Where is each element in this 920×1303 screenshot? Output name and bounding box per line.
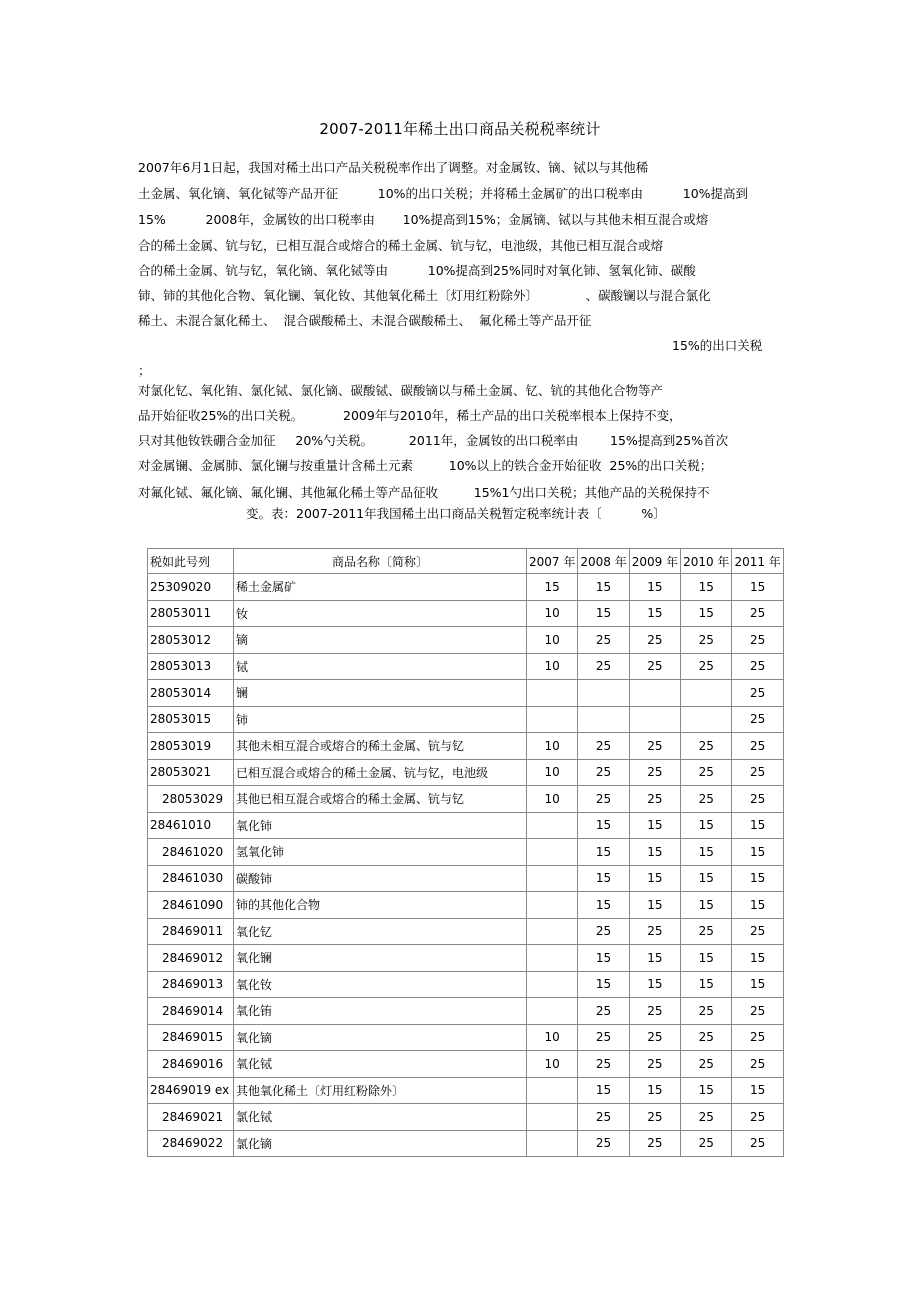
header-2008: 2008 年	[578, 549, 629, 574]
cell-rate-2009: 15	[629, 574, 680, 601]
paragraph-line: 只对其他钕铁硼合金加征 20%勺关税。 2011年，金属钕的出口税率由 15%提高到25%首次	[138, 433, 729, 448]
cell-rate-2011: 25	[732, 786, 783, 813]
cell-rate-2010	[681, 680, 732, 707]
table-row	[148, 812, 784, 839]
cell-rate-2007: 10	[527, 600, 578, 627]
cell-code: 25309020	[148, 574, 234, 601]
cell-code: 28461010	[148, 812, 234, 839]
cell-rate-2008: 25	[578, 653, 629, 680]
cell-rate-2007: 10	[527, 627, 578, 654]
cell-rate-2008: 15	[578, 971, 629, 998]
cell-rate-2007: 10	[527, 786, 578, 813]
cell-rate-2007: 10	[527, 653, 578, 680]
cell-rate-2008: 25	[578, 627, 629, 654]
paragraph-line: ；	[138, 363, 151, 378]
cell-code: 28469019 ex	[148, 1077, 234, 1104]
cell-rate-2010: 25	[681, 1024, 732, 1051]
paragraph-line: 对氯化钇、氧化铕、氯化铽、氯化镝、碳酸铽、碳酸镝以与稀土金属、钇、钪的其他化合物等产	[138, 383, 664, 398]
table-row	[148, 998, 784, 1025]
paragraph-line: 15%的出口关税	[672, 338, 763, 353]
cell-name: 钕	[234, 600, 527, 627]
cell-name: 铈	[234, 706, 527, 733]
cell-rate-2008: 25	[578, 733, 629, 760]
table-row	[148, 759, 784, 786]
cell-name: 铈的其他化合物	[234, 892, 527, 919]
cell-code: 28053029	[148, 786, 234, 813]
cell-code: 28053014	[148, 680, 234, 707]
cell-rate-2007	[527, 971, 578, 998]
cell-rate-2009: 15	[629, 839, 680, 866]
cell-rate-2009: 15	[629, 971, 680, 998]
header-2010: 2010 年	[681, 549, 732, 574]
cell-rate-2011: 25	[732, 1051, 783, 1078]
cell-name: 氧化镝	[234, 1024, 527, 1051]
cell-name: 已相互混合或熔合的稀土金属、钪与钇，电池级	[234, 759, 527, 786]
cell-rate-2010: 15	[681, 971, 732, 998]
table-row	[148, 574, 784, 601]
paragraph-line: 15% 2008年，金属钕的出口税率由 10%提高到15%；金属镝、铽以与其他未相互混合或熔	[138, 212, 709, 227]
cell-rate-2007	[527, 918, 578, 945]
cell-rate-2009: 25	[629, 998, 680, 1025]
cell-rate-2010: 15	[681, 945, 732, 972]
cell-name: 氯化铽	[234, 1104, 527, 1131]
cell-rate-2011: 15	[732, 812, 783, 839]
table-row	[148, 733, 784, 760]
cell-rate-2007	[527, 839, 578, 866]
cell-code: 28461090	[148, 892, 234, 919]
table-row	[148, 653, 784, 680]
table-row	[148, 1077, 784, 1104]
table-row	[148, 1051, 784, 1078]
table-row	[148, 706, 784, 733]
cell-rate-2008: 15	[578, 892, 629, 919]
cell-rate-2009: 15	[629, 600, 680, 627]
cell-rate-2011: 15	[732, 839, 783, 866]
cell-rate-2009: 15	[629, 1077, 680, 1104]
cell-name: 镧	[234, 680, 527, 707]
header-name: 商品名称〔简称〕	[234, 549, 527, 574]
table-caption: 变。表：2007-2011年我国稀土出口商品关税暂定税率统计表〔 %〕	[246, 506, 666, 521]
cell-rate-2011: 25	[732, 759, 783, 786]
table-row	[148, 892, 784, 919]
cell-rate-2009: 25	[629, 918, 680, 945]
cell-rate-2007	[527, 812, 578, 839]
cell-code: 28461030	[148, 865, 234, 892]
cell-rate-2011: 25	[732, 733, 783, 760]
cell-name: 氧化铈	[234, 812, 527, 839]
cell-rate-2010: 15	[681, 812, 732, 839]
table-row	[148, 918, 784, 945]
table-row	[148, 839, 784, 866]
table-row	[148, 865, 784, 892]
cell-rate-2008: 25	[578, 1104, 629, 1131]
cell-rate-2007	[527, 865, 578, 892]
cell-rate-2011: 25	[732, 1104, 783, 1131]
cell-rate-2010: 25	[681, 1130, 732, 1157]
cell-rate-2011: 15	[732, 945, 783, 972]
cell-rate-2007: 10	[527, 733, 578, 760]
cell-code: 28469016	[148, 1051, 234, 1078]
cell-rate-2007	[527, 706, 578, 733]
cell-code: 28053013	[148, 653, 234, 680]
cell-code: 28469011	[148, 918, 234, 945]
cell-rate-2008: 25	[578, 1130, 629, 1157]
cell-code: 28469015	[148, 1024, 234, 1051]
table-row	[148, 600, 784, 627]
table-row	[148, 971, 784, 998]
cell-rate-2007	[527, 1104, 578, 1131]
cell-rate-2010: 25	[681, 627, 732, 654]
cell-code: 28469014	[148, 998, 234, 1025]
cell-rate-2009: 25	[629, 733, 680, 760]
cell-rate-2007	[527, 892, 578, 919]
cell-rate-2007: 15	[527, 574, 578, 601]
cell-rate-2008: 15	[578, 865, 629, 892]
paragraph-line: 对金属镧、金属肺、氯化镧与按重量计含稀土元素 10%以上的铁合金开始征收 25%的出口关税；	[138, 458, 713, 473]
cell-name: 氧化铕	[234, 998, 527, 1025]
header-code: 税如此号列	[148, 549, 234, 574]
cell-rate-2008: 25	[578, 998, 629, 1025]
document-title: 2007-2011年稀土出口商品关税税率统计	[319, 120, 601, 138]
cell-rate-2007	[527, 998, 578, 1025]
cell-rate-2011: 15	[732, 892, 783, 919]
cell-code: 28469021	[148, 1104, 234, 1131]
cell-rate-2008: 15	[578, 812, 629, 839]
cell-rate-2011: 15	[732, 574, 783, 601]
cell-rate-2008: 25	[578, 759, 629, 786]
cell-rate-2010: 25	[681, 918, 732, 945]
cell-rate-2008	[578, 680, 629, 707]
table-header-row	[148, 549, 784, 574]
cell-rate-2009: 15	[629, 865, 680, 892]
cell-rate-2010: 25	[681, 786, 732, 813]
cell-rate-2008: 15	[578, 1077, 629, 1104]
table-row	[148, 1130, 784, 1157]
paragraph-line: 2007年6月1日起，我国对稀土出口产品关税税率作出了调整。对金属钕、镝、铽以与其他稀	[138, 160, 649, 175]
cell-rate-2011: 15	[732, 971, 783, 998]
cell-rate-2007	[527, 945, 578, 972]
paragraph-line: 合的稀土金属、钪与钇，已相互混合或熔合的稀土金属、钪与钇，电池级，其他已相互混合或熔	[138, 238, 664, 253]
cell-rate-2010: 25	[681, 653, 732, 680]
cell-rate-2010: 15	[681, 892, 732, 919]
table-row	[148, 1024, 784, 1051]
cell-code: 28469013	[148, 971, 234, 998]
paragraph-line: 铈、铈的其他化合物、氧化镧、氧化钕、其他氧化稀土〔灯用红粉除外〕 、碳酸镧以与混合氯化	[138, 288, 711, 303]
cell-rate-2011: 25	[732, 600, 783, 627]
cell-rate-2009: 25	[629, 759, 680, 786]
cell-code: 28053021	[148, 759, 234, 786]
tariff-table	[147, 548, 784, 1157]
cell-rate-2007	[527, 1077, 578, 1104]
cell-name: 氧化镧	[234, 945, 527, 972]
cell-rate-2010: 15	[681, 574, 732, 601]
header-2011: 2011 年	[732, 549, 783, 574]
cell-name: 稀土金属矿	[234, 574, 527, 601]
cell-rate-2009: 25	[629, 627, 680, 654]
cell-rate-2011: 25	[732, 998, 783, 1025]
cell-rate-2008: 15	[578, 574, 629, 601]
cell-rate-2009: 25	[629, 786, 680, 813]
cell-rate-2011: 15	[732, 1077, 783, 1104]
table-row	[148, 680, 784, 707]
cell-rate-2009	[629, 680, 680, 707]
cell-rate-2010: 25	[681, 1051, 732, 1078]
cell-rate-2007: 10	[527, 1024, 578, 1051]
cell-rate-2008: 25	[578, 918, 629, 945]
cell-rate-2008: 15	[578, 839, 629, 866]
cell-rate-2009: 15	[629, 945, 680, 972]
cell-name: 其他已相互混合或熔合的稀土金属、钪与钇	[234, 786, 527, 813]
cell-rate-2010: 15	[681, 839, 732, 866]
cell-name: 氧化钇	[234, 918, 527, 945]
cell-rate-2010: 25	[681, 1104, 732, 1131]
cell-rate-2009: 15	[629, 812, 680, 839]
cell-rate-2009: 25	[629, 1104, 680, 1131]
cell-rate-2010: 25	[681, 759, 732, 786]
cell-rate-2008: 25	[578, 1024, 629, 1051]
cell-name: 其他氧化稀土〔灯用红粉除外〕	[234, 1077, 527, 1104]
cell-code: 28053011	[148, 600, 234, 627]
cell-rate-2008: 25	[578, 1051, 629, 1078]
cell-rate-2009: 25	[629, 1051, 680, 1078]
cell-name: 铽	[234, 653, 527, 680]
table-row	[148, 1104, 784, 1131]
cell-rate-2007: 10	[527, 759, 578, 786]
cell-rate-2010: 25	[681, 998, 732, 1025]
cell-rate-2009	[629, 706, 680, 733]
cell-rate-2011: 25	[732, 653, 783, 680]
paragraph-line: 合的稀土金属、钪与钇，氧化镝、氧化铽等由 10%提高到25%同时对氧化铈、氢氧化铈、碳酸	[138, 263, 696, 278]
cell-rate-2011: 25	[732, 680, 783, 707]
cell-code: 28053015	[148, 706, 234, 733]
paragraph-line: 对氟化铽、氟化镝、氟化镧、其他氟化稀土等产品征收 15%1勺出口关税；其他产品的关税保持不	[138, 485, 710, 500]
cell-rate-2010: 15	[681, 865, 732, 892]
cell-rate-2011: 25	[732, 1130, 783, 1157]
paragraph-line: 品开始征收25%的出口关税。 2009年与2010年，稀土产品的出口关税率根本上保持不变，	[138, 408, 682, 423]
cell-rate-2009: 15	[629, 892, 680, 919]
paragraph-line: 稀土、未混合氯化稀土、 混合碳酸稀土、未混合碳酸稀土、 氟化稀土等产品开征	[138, 313, 592, 328]
cell-name: 氢氧化铈	[234, 839, 527, 866]
cell-rate-2011: 15	[732, 865, 783, 892]
cell-rate-2011: 25	[732, 627, 783, 654]
cell-rate-2011: 25	[732, 1024, 783, 1051]
paragraph-line: 土金属、氧化镝、氧化铽等产品开征 10%的出口关税；并将稀土金属矿的出口税率由 10%提高到	[138, 186, 749, 201]
cell-rate-2010: 15	[681, 1077, 732, 1104]
cell-code: 28469012	[148, 945, 234, 972]
table-row	[148, 945, 784, 972]
cell-rate-2009: 25	[629, 1024, 680, 1051]
cell-rate-2009: 25	[629, 1130, 680, 1157]
cell-name: 其他未相互混合或熔合的稀土金属、钪与钇	[234, 733, 527, 760]
cell-rate-2007	[527, 1130, 578, 1157]
cell-rate-2010: 15	[681, 600, 732, 627]
cell-code: 28053012	[148, 627, 234, 654]
cell-rate-2010: 25	[681, 733, 732, 760]
header-2009: 2009 年	[629, 549, 680, 574]
cell-rate-2008: 25	[578, 786, 629, 813]
table-row	[148, 627, 784, 654]
cell-rate-2007	[527, 680, 578, 707]
cell-rate-2011: 25	[732, 706, 783, 733]
cell-name: 氯化镝	[234, 1130, 527, 1157]
header-2007: 2007 年	[527, 549, 578, 574]
cell-code: 28469022	[148, 1130, 234, 1157]
cell-name: 氧化铽	[234, 1051, 527, 1078]
table-row	[148, 786, 784, 813]
cell-rate-2011: 25	[732, 918, 783, 945]
cell-code: 28053019	[148, 733, 234, 760]
cell-rate-2008	[578, 706, 629, 733]
cell-rate-2007: 10	[527, 1051, 578, 1078]
cell-name: 碳酸铈	[234, 865, 527, 892]
cell-rate-2010	[681, 706, 732, 733]
cell-name: 氧化钕	[234, 971, 527, 998]
cell-rate-2009: 25	[629, 653, 680, 680]
cell-rate-2008: 15	[578, 600, 629, 627]
cell-name: 镝	[234, 627, 527, 654]
cell-rate-2008: 15	[578, 945, 629, 972]
cell-code: 28461020	[148, 839, 234, 866]
